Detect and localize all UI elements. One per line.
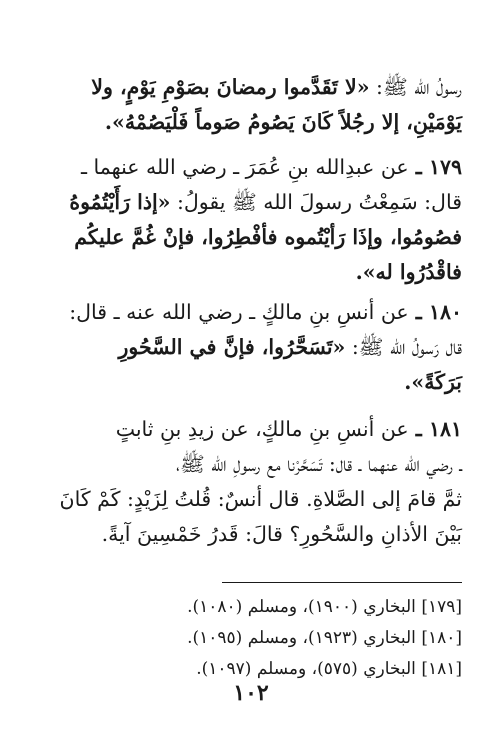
hadith-quote-text: ١٨٠ ـ — [408, 300, 462, 324]
hadith-quote-text: ١٨١ ـ — [408, 417, 462, 441]
narration-text: بَيْنَ الأذانِ والسَّحُورِ؟ قالَ: قَدرُ خَمْسِينَ آيةً. — [101, 522, 462, 546]
paragraph-hadith-181 — [42, 412, 462, 552]
text-line — [42, 517, 462, 552]
narration-text: عن أنسِ بنِ مالكٍ، عن زيدِ بنِ ثابتٍ — [115, 417, 409, 441]
footnote-180: [١٨٠] البخاري (١٩٢٣)، ومسلم (١٠٩٥). — [187, 628, 462, 648]
narration-text: ـ رضي الله عنهما ـ قال: تَسَحَّرْنا مع رسولِ الله ﷺ، — [176, 452, 462, 476]
text-line — [42, 185, 462, 220]
footnote-separator — [222, 582, 462, 583]
footnote-181: [١٨١] البخاري (٥٧٥)، ومسلم (١٠٩٧). — [196, 659, 462, 679]
narration-text: عن أنسِ بنِ مالكٍ ـ رضي الله عنه ـ قال: — [69, 300, 409, 324]
narration-text: قال رَسولُ الله ﷺ: — [345, 335, 462, 359]
narration-text: ثمَّ قامَ إلى الصَّلاةِ. قال أنسٌ: قُلتُ لِزَيْدٍ: كَمْ كَانَ — [59, 487, 462, 511]
hadith-quote-text: «تَسَحَّرُوا، فإنَّ في السَّحُورِ — [118, 335, 346, 359]
text-line — [42, 105, 462, 140]
text-line — [42, 447, 462, 482]
paragraph-hadith-continuation — [42, 70, 462, 140]
hadith-quote-text: ١٧٩ ـ — [408, 155, 462, 179]
narration-text: عن عبدِالله بنِ عُمَرَ ـ رضي الله عنهما ـ — [81, 155, 409, 179]
footnote-179: [١٧٩] البخاري (١٩٠٠)، ومسلم (١٠٨٠). — [187, 597, 462, 617]
text-line — [42, 365, 462, 400]
hadith-quote-text: بَرَكَةً». — [404, 370, 462, 394]
paragraph-hadith-180 — [42, 295, 462, 400]
page-number: ١٠٢ — [233, 680, 269, 706]
hadith-quote-text: «لا تَقَدَّموا رمضانَ بصَوْمِ يَوْمٍ، ولا — [91, 75, 370, 99]
hadith-quote-text: يَوْمَيْنِ، إلا رجُلاً كَانَ يَصُومُ صَوماً فَلْيَصُمْهُ». — [104, 110, 462, 134]
narration-text: رسولُ الله ﷺ: — [369, 75, 462, 99]
hadith-quote-text: «إذا رَأَيْتُمُوهُ — [69, 190, 171, 214]
text-line — [42, 412, 462, 447]
text-line — [42, 482, 462, 517]
text-line — [42, 295, 462, 330]
text-line — [42, 330, 462, 365]
text-line — [42, 70, 462, 105]
hadith-quote-text: فاقْدُرُوا له». — [355, 260, 462, 284]
paragraph-hadith-179 — [42, 150, 462, 290]
hadith-quote-text: فصُومُوا، وإذَا رَأيْتُموه فأفْطِرُوا، فإنْ غُمَّ عليكُم — [74, 225, 462, 249]
footnotes — [42, 592, 462, 685]
text-line — [42, 220, 462, 255]
text-line — [42, 255, 462, 290]
text-line — [42, 150, 462, 185]
narration-text: قال: سَمِعْتُ رسولَ الله ﷺ يقولُ: — [170, 190, 462, 214]
